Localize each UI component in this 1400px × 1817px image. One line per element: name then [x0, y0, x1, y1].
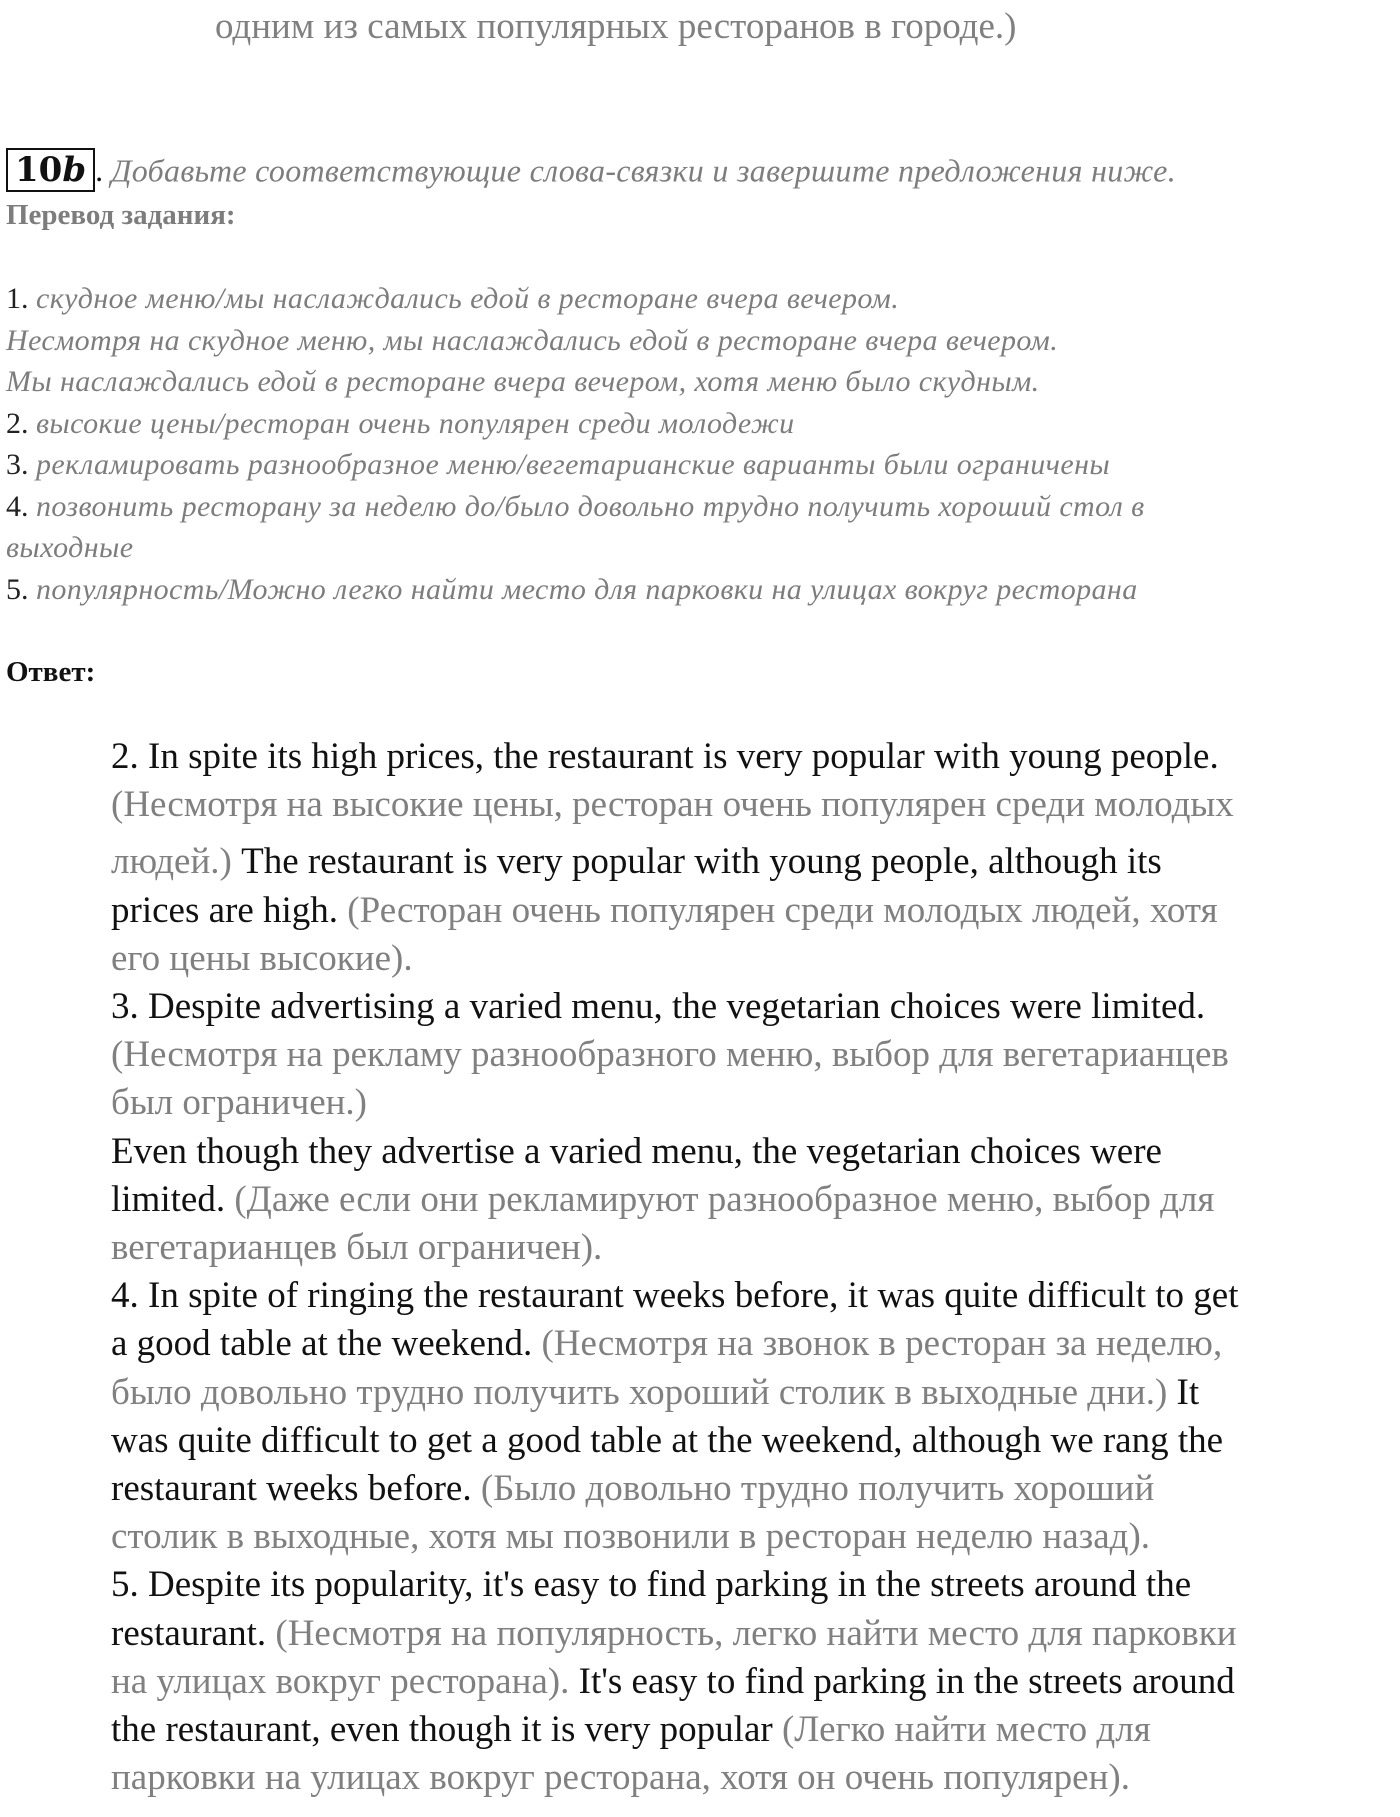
- answer-label: Ответ:: [6, 656, 96, 688]
- task-number-letter: b: [62, 150, 87, 191]
- russian-translation: (Легко найти место для: [781, 1709, 1151, 1751]
- english-answer: prices are high.: [111, 889, 348, 931]
- answer-line: [111, 1031, 1396, 1079]
- english-answer: 5. Despite its popularity, it's easy to find parking in the streets around the: [111, 1564, 1192, 1606]
- task-item-text: рекламировать разнообразное меню/вегетарианские варианты были ограничены: [36, 448, 1111, 481]
- task-item-number: 3.: [6, 448, 36, 481]
- russian-translation: было довольно трудно получить хороший столик в выходные дни.): [111, 1371, 1177, 1413]
- translation-label: Перевод задания:: [6, 199, 236, 231]
- english-answer: was quite difficult to get a good table at the weekend, although we rang the: [111, 1419, 1224, 1461]
- task-item: [6, 444, 1391, 486]
- answer-line: [111, 838, 1396, 886]
- answer-line: [111, 1417, 1396, 1465]
- russian-translation: (Несмотря на высокие цены, ресторан очень популярен среди молодых: [111, 784, 1234, 826]
- task-item-text: позвонить ресторану за неделю до/было довольно трудно получить хороший стол в: [36, 489, 1145, 523]
- russian-translation: его цены высокие).: [111, 937, 413, 979]
- task-item-text: выходные: [6, 531, 134, 564]
- russian-translation: (Ресторан очень популярен среди молодых людей, хотя: [347, 889, 1218, 931]
- task-number-dot: .: [95, 152, 104, 189]
- english-answer: restaurant.: [111, 1612, 276, 1654]
- russian-translation: (Даже если они рекламируют разнообразное меню, выбор для: [234, 1178, 1215, 1220]
- english-answer: 4. In spite of ringing the restaurant weeks before, it was quite difficult to get: [111, 1275, 1239, 1317]
- russian-translation: вегетарианцев был ограничен).: [111, 1227, 603, 1269]
- russian-translation: людей.): [111, 841, 242, 883]
- task-item-number: 2.: [6, 406, 36, 440]
- english-answer: The restaurant is very popular with young people, although its: [241, 841, 1162, 883]
- answer-line: [111, 1369, 1396, 1417]
- task-item-text: высокие цены/ресторан очень популярен среди молодежи: [36, 406, 795, 440]
- task-item: [6, 278, 1391, 320]
- russian-translation: (Несмотря на популярность, легко найти место для парковки: [275, 1612, 1237, 1654]
- task-item-number: 1.: [6, 282, 36, 315]
- answer-line: [111, 983, 1396, 1031]
- english-answer: 2. In spite its high prices, the restaurant is very popular with young people.: [111, 736, 1219, 777]
- russian-translation: на улицах вокруг ресторана).: [111, 1660, 579, 1702]
- task-number-box: [6, 148, 95, 192]
- english-answer: 3. Despite advertising a varied menu, the vegetarian choices were limited.: [111, 986, 1206, 1028]
- english-answer: It: [1176, 1371, 1200, 1413]
- russian-translation: парковки на улицах вокруг ресторана, хотя он очень популярен).: [111, 1757, 1130, 1799]
- answer-line: [111, 1079, 1396, 1127]
- task-item-text: популярность/Можно легко найти место для парковки на улицах вокруг ресторана: [36, 572, 1138, 606]
- task-header: [6, 146, 1176, 194]
- answer-line: [111, 1176, 1396, 1224]
- answer-line: [111, 1320, 1396, 1368]
- task-item-list: [6, 278, 1391, 610]
- answer-text: [111, 733, 1396, 1802]
- task-item: [6, 486, 1391, 528]
- task-item-text: Несмотря на скудное меню, мы наслаждались едой в ресторане вчера вечером.: [6, 323, 1059, 357]
- russian-translation: (Несмотря на рекламу разнообразного меню, выбор для вегетарианцев: [111, 1034, 1229, 1076]
- english-answer: the restaurant, even though it is very popular: [111, 1709, 782, 1751]
- answer-line: [111, 1272, 1396, 1320]
- answer-line: [111, 781, 1396, 829]
- english-answer: It's easy to find parking in the streets around: [578, 1660, 1235, 1702]
- task-item: [6, 320, 1391, 362]
- russian-translation: был ограничен.): [111, 1082, 368, 1124]
- answer-line: [111, 1561, 1396, 1609]
- english-answer: a good table at the weekend.: [111, 1323, 542, 1365]
- task-item-text: Мы наслаждались едой в ресторане вчера вечером, хотя меню было скудным.: [6, 365, 1040, 398]
- answer-line: [111, 1754, 1396, 1802]
- answer-line: [111, 887, 1396, 935]
- answer-line: [111, 733, 1396, 781]
- task-item: [6, 569, 1391, 611]
- task-item-text: скудное меню/мы наслаждались едой в ресторане вчера вечером.: [36, 282, 900, 315]
- task-instruction: Добавьте соответствующие слова-связки и завершите предложения ниже.: [111, 152, 1176, 189]
- continued-text-line: одним из самых популярных ресторанов в городе.): [215, 6, 1017, 47]
- task-number: 10: [15, 150, 63, 191]
- answer-line: [111, 935, 1396, 983]
- answer-line: [111, 1465, 1396, 1513]
- task-item: [6, 361, 1391, 403]
- task-item: [6, 527, 1391, 569]
- answer-line: [111, 1610, 1396, 1658]
- russian-translation: столик в выходные, хотя мы позвонили в ресторан неделю назад).: [111, 1516, 1151, 1558]
- task-item: [6, 403, 1391, 445]
- russian-translation: (Несмотря на звонок в ресторан за неделю,: [541, 1323, 1223, 1365]
- answer-line: [111, 1224, 1396, 1272]
- task-item-number: 4.: [6, 489, 36, 523]
- answer-line: [111, 1128, 1396, 1176]
- answer-line: [111, 1513, 1396, 1561]
- answer-line: [111, 1706, 1396, 1754]
- line-gap: [111, 829, 1396, 838]
- english-answer: limited.: [111, 1178, 235, 1220]
- answer-line: [111, 1658, 1396, 1706]
- task-item-number: 5.: [6, 572, 36, 606]
- english-answer: restaurant weeks before.: [111, 1468, 481, 1510]
- russian-translation: (Было довольно трудно получить хороший: [480, 1468, 1155, 1510]
- english-answer: Even though they advertise a varied menu, the vegetarian choices were: [111, 1130, 1162, 1172]
